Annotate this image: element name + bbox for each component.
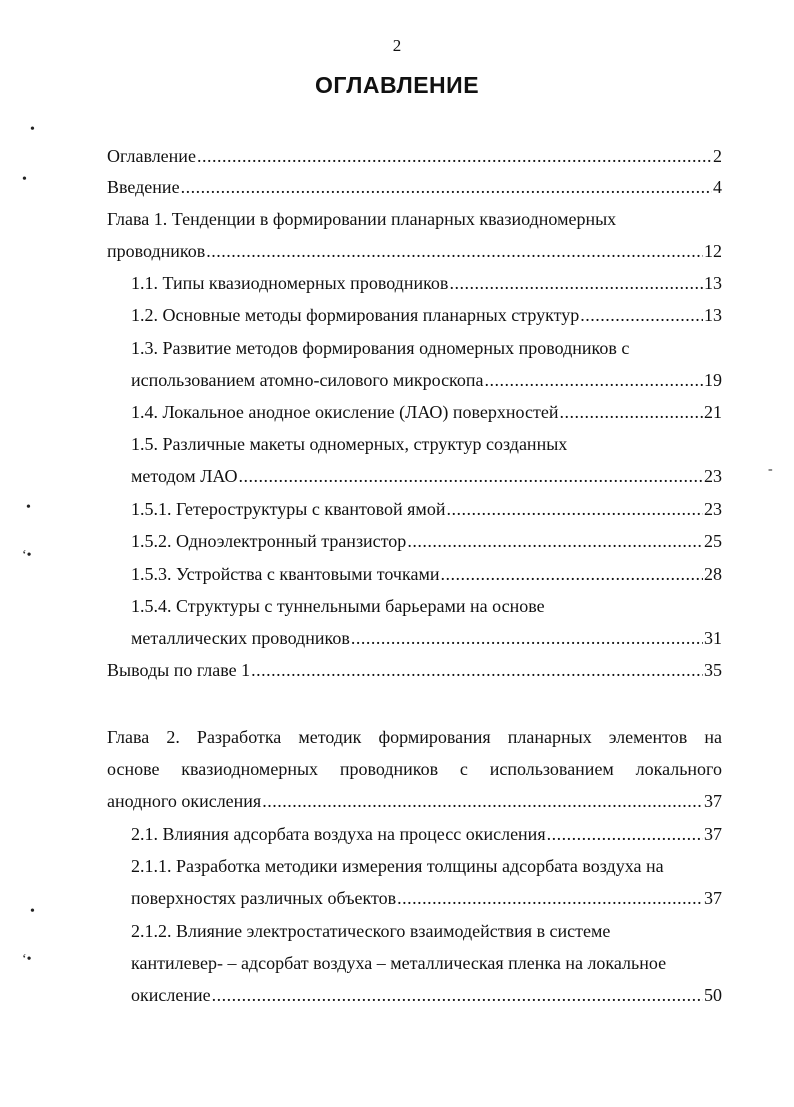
toc-entry-line: 1.5. Различные макеты одномерных, структур созданных [131, 434, 568, 454]
toc-entry-line: Глава 2. Разработка методик формирования планарных элементов на [107, 727, 722, 747]
toc-entry[interactable] [131, 498, 722, 520]
toc-entry-line: 2.1.2. Влияние электростатического взаимодействия в системе [131, 921, 611, 941]
scan-mark: • [26, 500, 31, 515]
leader-dots [262, 790, 703, 812]
leader-dots [446, 498, 703, 520]
leader-dots [449, 272, 703, 294]
toc-page: 13 [704, 273, 722, 293]
toc-label: Введение [107, 177, 180, 197]
toc-page: 12 [704, 241, 722, 261]
toc-entry[interactable] [131, 530, 722, 552]
toc-label: 2.1. Влияния адсорбата воздуха на процесс окисления [131, 824, 546, 844]
leader-dots [559, 401, 703, 423]
toc-label: 1.1. Типы квазиодномерных проводников [131, 273, 449, 293]
toc-page: 23 [704, 466, 722, 486]
toc-label: проводников [107, 241, 206, 261]
toc-entry[interactable] [131, 887, 722, 909]
toc-label: 1.2. Основные методы формирования планарных структур [131, 305, 580, 325]
leader-dots [580, 304, 703, 326]
toc-label: методом ЛАО [131, 466, 238, 486]
leader-dots [197, 145, 712, 167]
toc-label: 1.5.1. Гетероструктуры с квантовой ямой [131, 499, 446, 519]
toc-entry-line: кантилевер- – адсорбат воздуха – металлическая пленка на локальное [131, 953, 667, 973]
toc-page: 28 [704, 564, 722, 584]
scan-mark: ‘• [22, 548, 32, 563]
leader-dots [407, 530, 703, 552]
toc-page: 37 [704, 791, 722, 811]
scan-mark: • [22, 172, 27, 187]
toc-entry[interactable] [131, 627, 722, 649]
toc-entry[interactable] [131, 465, 722, 487]
toc-label: поверхностях различных объектов [131, 888, 397, 908]
toc-entry-line: основе квазиодномерных проводников с использованием локального [107, 759, 722, 779]
page-title: ОГЛАВЛЕНИЕ [314, 72, 480, 98]
leader-dots [397, 887, 703, 909]
toc-page: 21 [704, 402, 722, 422]
leader-dots [212, 984, 703, 1006]
leader-dots [181, 176, 712, 198]
toc-page: 4 [713, 177, 722, 197]
toc-entry-line: 2.1.1. Разработка методики измерения толщины адсорбата воздуха на [131, 856, 664, 876]
toc-page: 50 [704, 985, 722, 1005]
toc-label: окисление [131, 985, 211, 1005]
toc-page: 19 [704, 370, 722, 390]
scan-mark: - [768, 462, 773, 477]
leader-dots [239, 465, 703, 487]
leader-dots [251, 659, 703, 681]
toc-label: использованием атомно-силового микроскопа [131, 370, 484, 390]
toc-entry-line: 1.3. Развитие методов формирования одномерных проводников с [131, 338, 630, 358]
toc-entry[interactable] [107, 145, 722, 167]
toc-label: Оглавление [107, 146, 196, 166]
toc-entry[interactable] [131, 984, 722, 1006]
toc-entry[interactable] [131, 272, 722, 294]
toc-entry[interactable] [107, 790, 722, 812]
toc-label: 1.5.3. Устройства с квантовыми точками [131, 564, 440, 584]
toc-entry[interactable] [107, 240, 722, 262]
leader-dots [440, 563, 703, 585]
toc-page: 23 [704, 499, 722, 519]
toc-entry[interactable] [107, 176, 722, 198]
toc-entry[interactable] [131, 304, 722, 326]
toc-label: анодного окисления [107, 791, 262, 811]
toc-entry[interactable] [107, 659, 722, 681]
toc-page: 37 [704, 888, 722, 908]
leader-dots [485, 369, 703, 391]
leader-dots [547, 823, 703, 845]
toc-page: 2 [713, 146, 722, 166]
toc-label: металлических проводников [131, 628, 350, 648]
toc-page: 25 [704, 531, 722, 551]
scan-mark: ‘• [22, 952, 32, 967]
toc-label: Выводы по главе 1 [107, 660, 251, 680]
toc-entry-line: Глава 1. Тенденции в формировании планарных квазиодномерных [107, 209, 617, 229]
toc-page: 37 [704, 824, 722, 844]
toc-entry[interactable] [131, 401, 722, 423]
toc-entry[interactable] [131, 563, 722, 585]
toc-entry[interactable] [131, 369, 722, 391]
scan-mark: • [30, 904, 35, 919]
toc-page: 31 [704, 628, 722, 648]
toc-entry[interactable] [131, 823, 722, 845]
leader-dots [351, 627, 703, 649]
scan-mark: • [30, 122, 35, 137]
toc-label: 1.5.2. Одноэлектронный транзистор [131, 531, 407, 551]
toc-page: 13 [704, 305, 722, 325]
toc-label: 1.4. Локальное анодное окисление (ЛАО) поверхностей [131, 402, 559, 422]
leader-dots [206, 240, 703, 262]
toc-page: 35 [704, 660, 722, 680]
toc-entry-line: 1.5.4. Структуры с туннельными барьерами на основе [131, 596, 545, 616]
page-number: 2 [392, 36, 402, 55]
